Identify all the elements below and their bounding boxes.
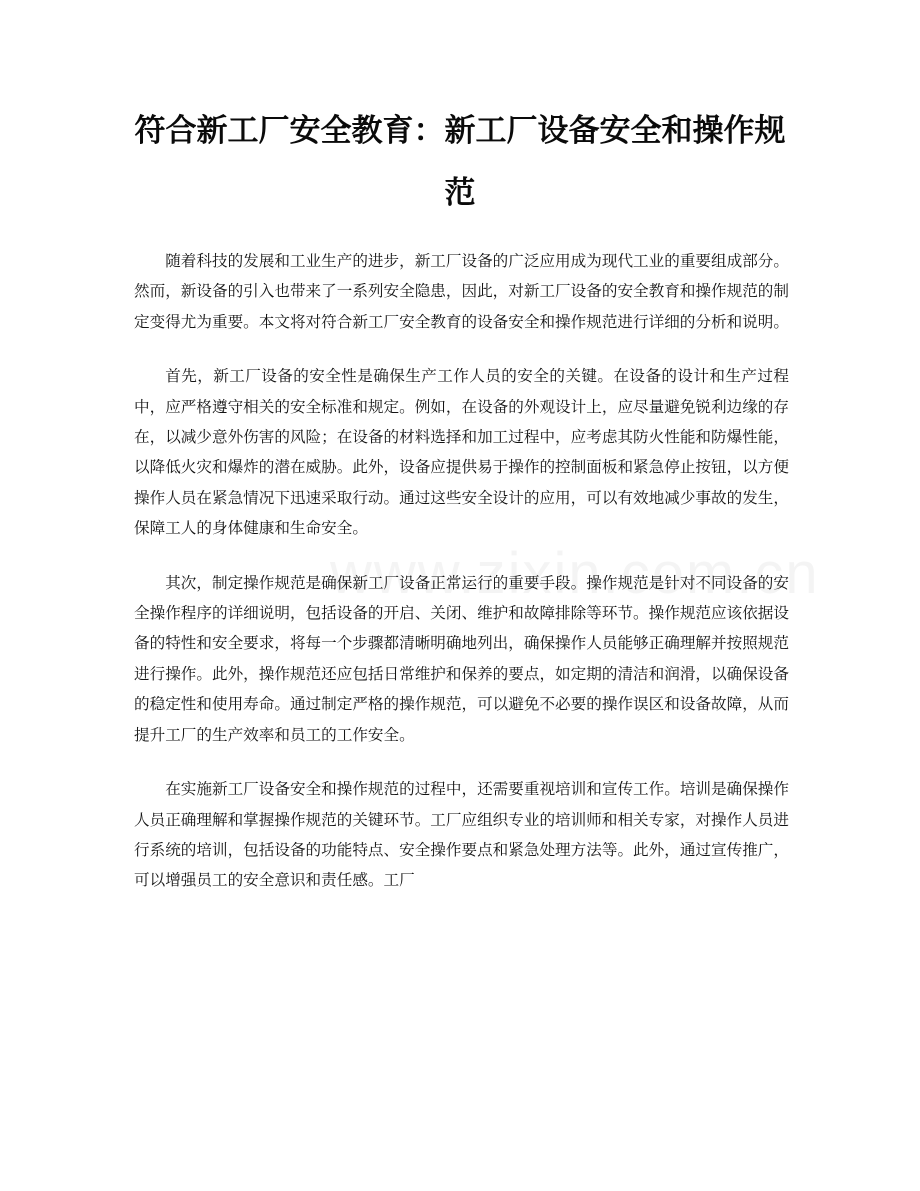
paragraph-3: 其次，制定操作规范是确保新工厂设备正常运行的重要手段。操作规范是针对不同设备的安全操作程序的详细说明，包括设备的开启、关闭、维护和故障排除等环节。操作规范应该依据设备的特性和安全要求，将每一个步骤都清晰明确地列出，确保操作人员能够正确理解并按照规范进行操作。此外，操作规范还应包括日常维护和保养的要点，如定期的清洁和润滑，以确保设备的稳定性和使用寿命。通过制定严格的操作规范，可以避免不必要的操作误区和设备故障，从而提升工厂的生产效率和员工的工作安全。	[134, 573, 789, 744]
paragraph-1: 随着科技的发展和工业生产的进步，新工厂设备的广泛应用成为现代工业的重要组成部分。然而，新设备的引入也带来了一系列安全隐患，因此，对新工厂设备的安全教育和操作规范的制定变得尤为重要。本文将对符合新工厂安全教育的设备安全和操作规范进行详细的分析和说明。	[134, 252, 789, 331]
document-title: 符合新工厂安全教育：新工厂设备安全和操作规范	[134, 113, 786, 211]
paragraph-2: 首先，新工厂设备的安全性是确保生产工作人员的安全的关键。在设备的设计和生产过程中，应严格遵守相关的安全标准和规定。例如，在设备的外观设计上，应尽量避免锐利边缘的存在，以减少意外伤害的风险；在设备的材料选择和加工过程中，应考虑其防火性能和防爆性能，以降低火灾和爆炸的潜在威胁。此外，设备应提供易于操作的控制面板和紧急停止按钮，以方便操作人员在紧急情况下迅速采取行动。通过这些安全设计的应用，可以有效地减少事故的发生，保障工人的身体健康和生命安全。	[134, 367, 789, 538]
paragraph-4: 在实施新工厂设备安全和操作规范的过程中，还需要重视培训和宣传工作。培训是确保操作人员正确理解和掌握操作规范的关键环节。工厂应组织专业的培训师和相关专家，对操作人员进行系统的培训，包括设备的功能特点、安全操作要点和紧急处理方法等。此外，通过宣传推广，可以增强员工的安全意识和责任感。工厂	[134, 780, 789, 890]
document-body	[134, 246, 789, 920]
